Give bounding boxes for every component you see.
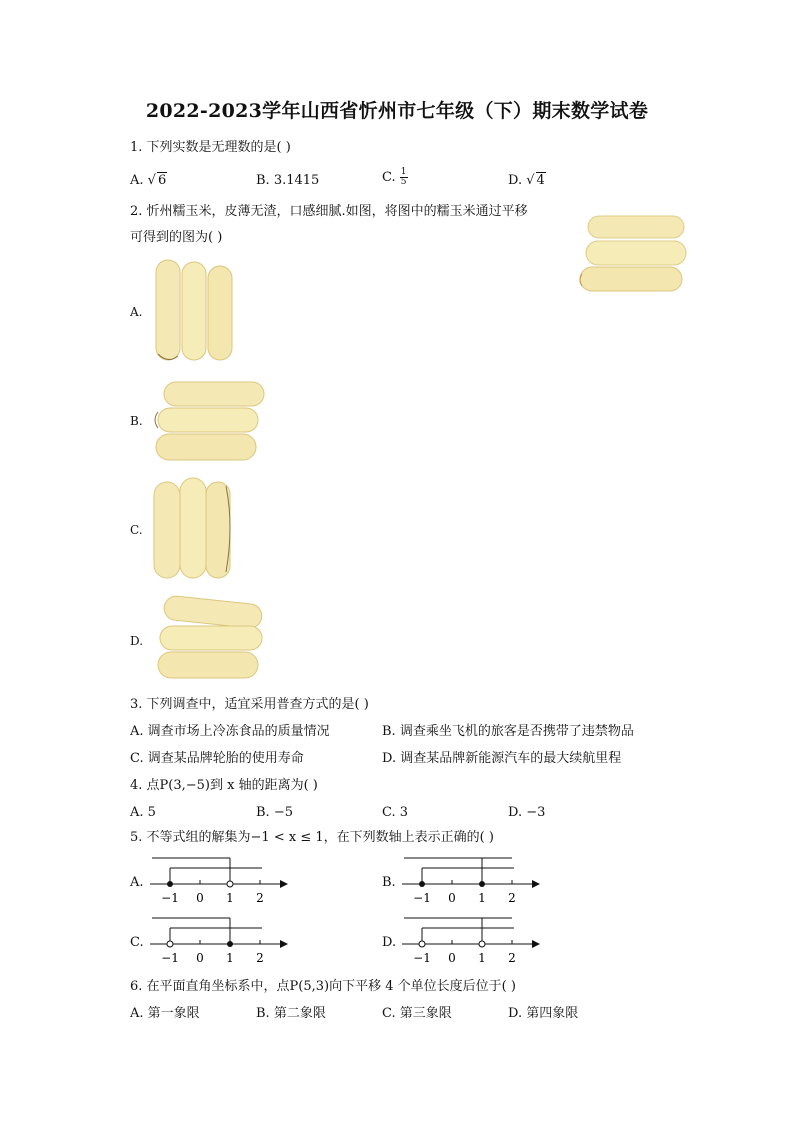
- q5-option-a-label: A.: [130, 875, 144, 890]
- corn-option-b-image: [152, 380, 266, 464]
- q2-option-c-label: C.: [130, 523, 143, 537]
- q3-option-b: B. 调查乘坐飞机的旅客是否携带了违禁物品: [382, 724, 634, 739]
- number-line-c: [150, 916, 290, 968]
- q2-option-a-label: A.: [130, 305, 143, 319]
- tick-label: −1: [413, 891, 431, 905]
- tick-label: 0: [448, 891, 456, 905]
- corn-original-image: [578, 210, 690, 296]
- sqrt-symbol: √ 6: [147, 173, 167, 188]
- tick-label: −1: [161, 891, 179, 905]
- number-line-d: [402, 916, 542, 968]
- number-line-b: [402, 856, 542, 908]
- question-4-stem: 4. 点P(3,−5)到 x 轴的距离为( ): [130, 778, 318, 793]
- tick-label: −1: [161, 951, 179, 965]
- tick-label: 2: [256, 891, 264, 905]
- tick-label: 1: [226, 951, 234, 965]
- q5-option-d-label: D.: [382, 935, 397, 950]
- tick-label: 2: [256, 951, 264, 965]
- question-2-stem-line2: 可得到的图为( ): [130, 230, 223, 245]
- corn-option-d-image: [152, 598, 266, 682]
- tick-label: 1: [478, 891, 486, 905]
- q2-option-b-label: B.: [130, 414, 143, 428]
- tick-label: 0: [196, 951, 204, 965]
- question-5-stem: 5. 不等式组的解集为−1 < x ≤ 1，在下列数轴上表示正确的( ): [130, 830, 494, 845]
- q4-option-d: D. −3: [508, 805, 546, 820]
- q1-option-b: B. 3.1415: [256, 173, 320, 188]
- tick-label: 2: [508, 891, 516, 905]
- q5-option-b-label: B.: [382, 875, 396, 890]
- q6-option-c: C. 第三象限: [382, 1006, 452, 1021]
- q1-option-d: D. √ 4: [508, 173, 545, 188]
- tick-label: 1: [226, 891, 234, 905]
- question-6-stem: 6. 在平面直角坐标系中，点P(5,3)向下平移 4 个单位长度后位于( ): [130, 979, 516, 994]
- q3-option-d: D. 调查某品牌新能源汽车的最大续航里程: [382, 751, 622, 766]
- question-2-stem-line1: 2. 忻州糯玉米，皮薄无渣，口感细腻.如图，将图中的糯玉米通过平移: [130, 204, 528, 219]
- q1-option-a: A. √ 6: [130, 173, 167, 188]
- sqrt-symbol: √ 4: [526, 173, 545, 188]
- q1-option-c: C. $\frac{1}{5}$: [382, 167, 407, 187]
- q6-option-a: A. 第一象限: [130, 1006, 200, 1021]
- fraction: $\frac{1}{5}$: [400, 167, 407, 187]
- q4-option-a: A. 5: [130, 805, 156, 820]
- q5-option-c-label: C.: [130, 935, 144, 950]
- q2-option-d-label: D.: [130, 634, 144, 648]
- q4-option-b: B. −5: [256, 805, 293, 820]
- tick-label: 0: [196, 891, 204, 905]
- corn-option-c-image: [152, 476, 236, 582]
- tick-label: 0: [448, 951, 456, 965]
- question-1-stem: 1. 下列实数是无理数的是( ): [130, 140, 291, 155]
- page-title: 2022-2023学年山西省忻州市七年级（下）期末数学试卷: [145, 100, 649, 122]
- tick-label: 1: [478, 951, 486, 965]
- q6-option-d: D. 第四象限: [508, 1006, 579, 1021]
- q3-option-c: C. 调查某品牌轮胎的使用寿命: [130, 751, 304, 766]
- question-3-stem: 3. 下列调查中，适宜采用普查方式的是( ): [130, 697, 369, 712]
- tick-label: 2: [508, 951, 516, 965]
- q6-option-b: B. 第二象限: [256, 1006, 326, 1021]
- tick-label: −1: [413, 951, 431, 965]
- q3-option-a: A. 调查市场上冷冻食品的质量情况: [130, 724, 330, 739]
- corn-option-a-image: [154, 258, 236, 364]
- q4-option-c: C. 3: [382, 805, 409, 820]
- number-line-a: [150, 856, 290, 908]
